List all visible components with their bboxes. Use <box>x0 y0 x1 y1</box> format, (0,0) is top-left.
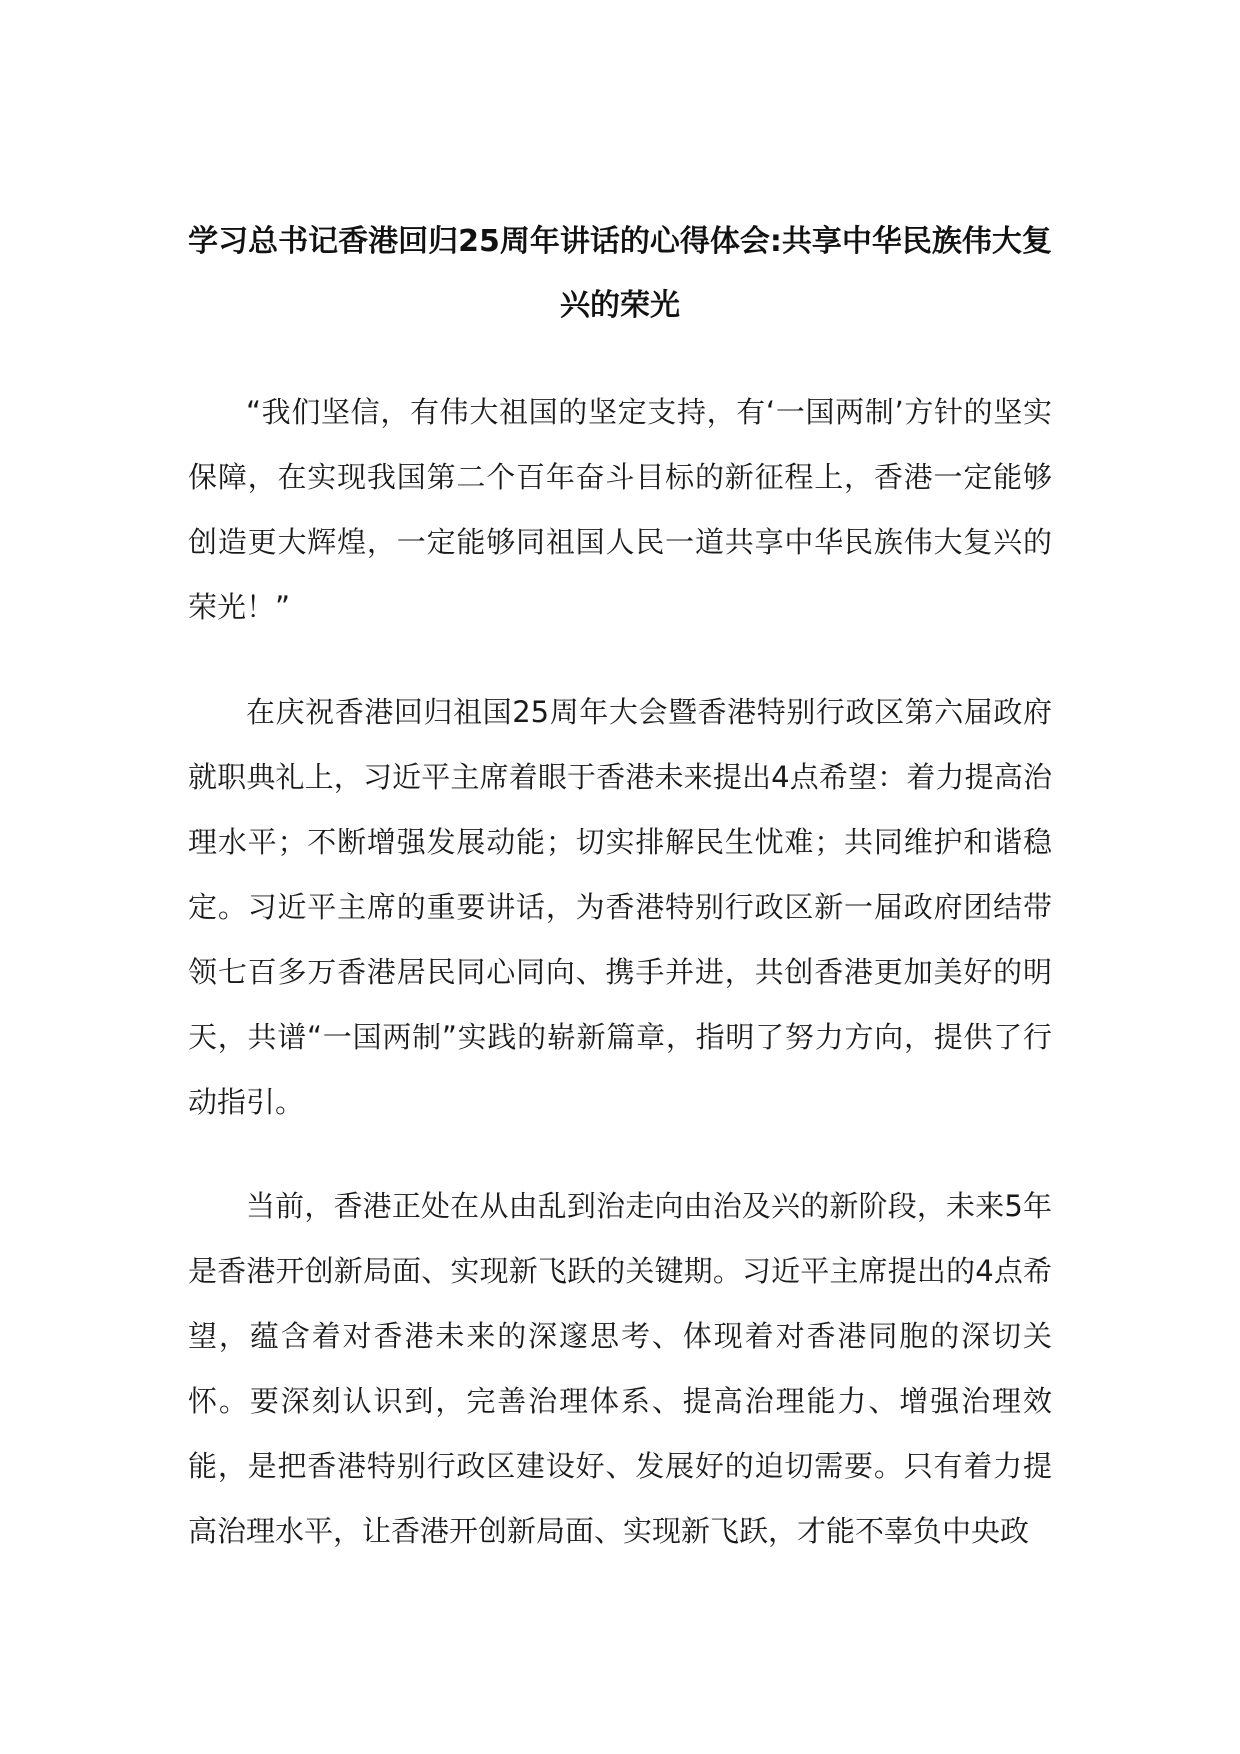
paragraph-quote: “我们坚信，有伟大祖国的坚定支持，有‘一国两制’方针的坚实保障，在实现我国第二个百年奋斗目标的新征程上，香港一定能够创造更大辉煌，一定能够同祖国人民一道共享中华民族伟大复兴的荣光！” <box>188 395 1052 624</box>
paragraph-current-stage: 当前，香港正处在从由乱到治走向由治及兴的新阶段，未来5年是香港开创新局面、实现新飞跃的关键期。习近平主席提出的4点希望，蕴含着对香港未来的深邃思考、体现着对香港同胞的深切关怀。要深刻认识到，完善治理体系、提高治理能力、增强治理效能，是把香港特别行政区建设好、发展好的迫切需要。只有着力提高治理水平，让香港开创新局面、实现新飞跃，才能不辜负中央政 <box>188 1189 1052 1548</box>
paragraph-ceremony: 在庆祝香港回归祖国25周年大会暨香港特别行政区第六届政府就职典礼上，习近平主席着眼于香港未来提出4点希望：着力提高治理水平；不断增强发展动能；切实排解民生忧难；共同维护和谐稳定。习近平主席的重要讲话，为香港特别行政区新一届政府团结带领七百多万香港居民同心同向、携手并进，共创香港更加美好的明天，共谱“一国两制”实践的崭新篇章，指明了努力方向，提供了行动指引。 <box>188 695 1052 1119</box>
document-title: 学习总书记香港回归25周年讲话的心得体会:共享中华民族伟大复兴的荣光 <box>188 224 1052 323</box>
